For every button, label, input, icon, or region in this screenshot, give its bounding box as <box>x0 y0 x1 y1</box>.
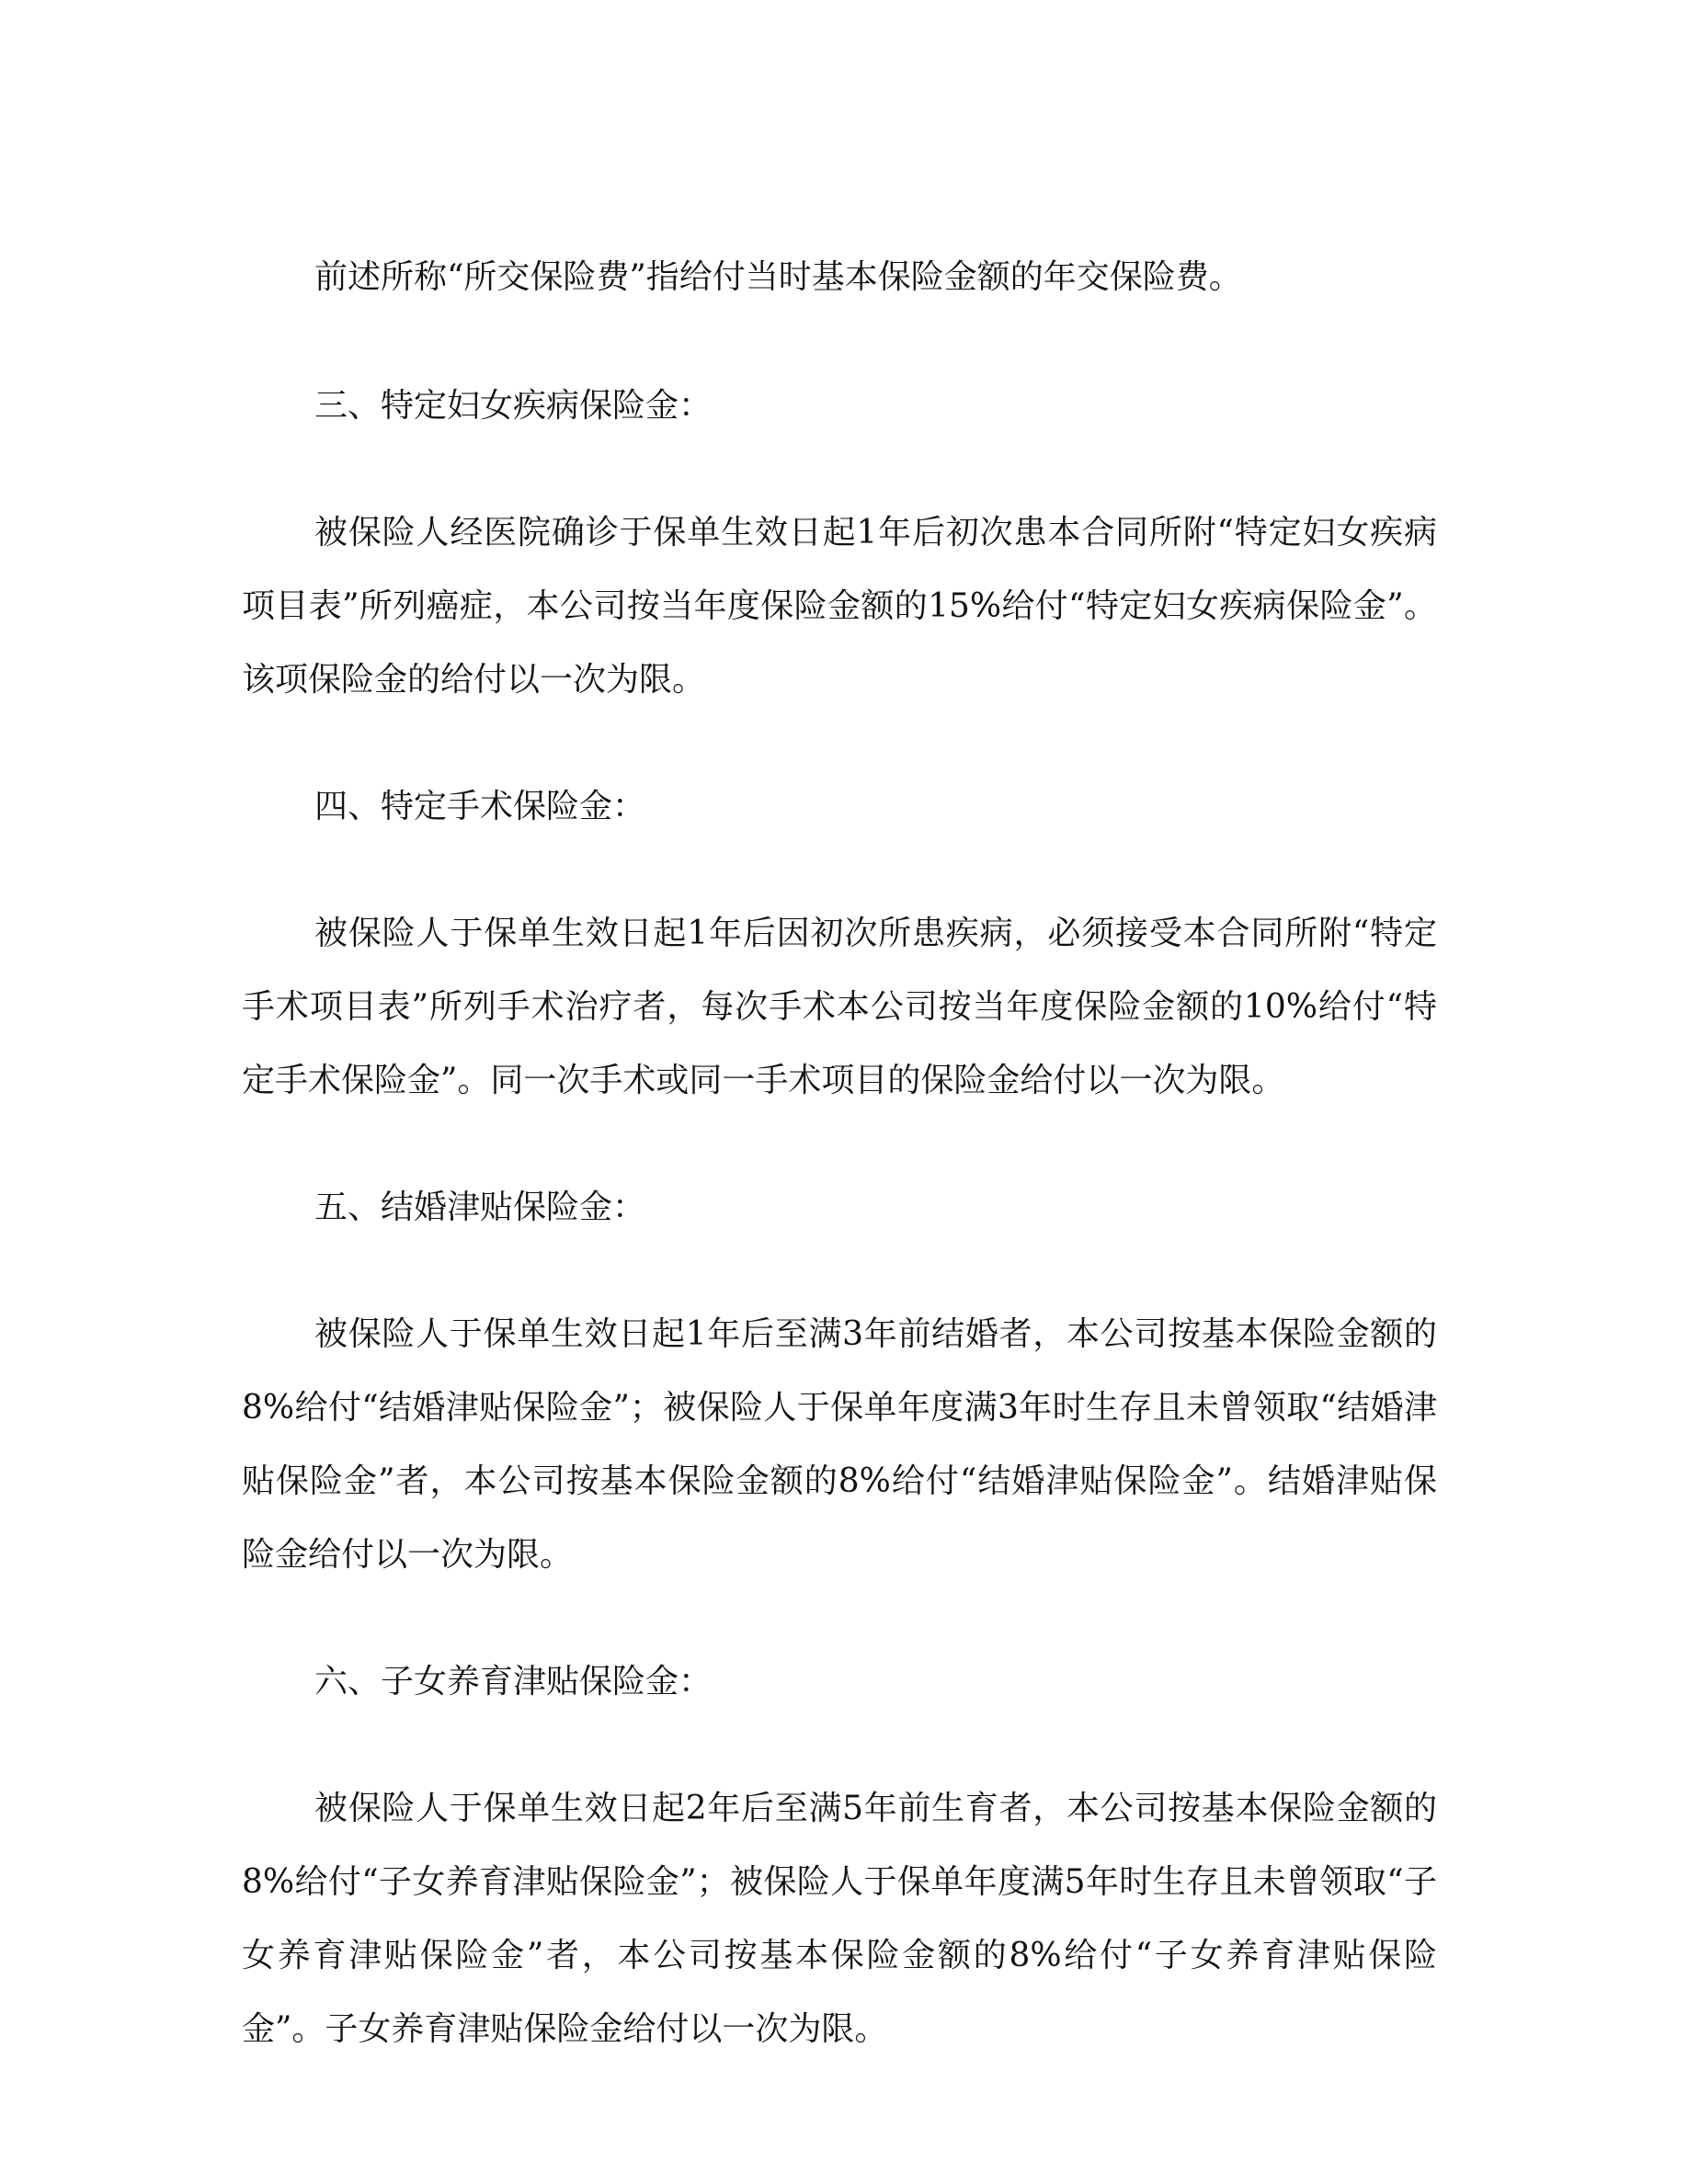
document-page <box>242 241 1437 2066</box>
section-body: 被保险人于保单生效日起1年后因初次所患疾病，必须接受本合同所附“特定手术项目表”所列手术治疗者，每次手术本公司按当年度保险金额的10%给付“特定手术保险金”。同一次手术或同一手术项目的保险金给付以一次为限。 <box>242 915 1437 1099</box>
section-body: 被保险人经医院确诊于保单生效日起1年后初次患本合同所附“特定妇女疾病项目表”所列癌症，本公司按当年度保险金额的15%给付“特定妇女疾病保险金”。该项保险金的给付以一次为限。 <box>242 514 1437 699</box>
section-body: 被保险人于保单生效日起2年后至满5年前生育者，本公司按基本保险金额的8%给付“子女养育津贴保险金”；被保险人于保单年度满5年时生存且未曾领取“子女养育津贴保险金”者，本公司按基本保险金额的8%给付“子女养育津贴保险金”。子女养育津贴保险金给付以一次为限。 <box>242 1790 1437 2048</box>
section-body: 被保险人于保单生效日起1年后至满3年前结婚者，本公司按基本保险金额的8%给付“结婚津贴保险金”；被保险人于保单年度满3年时生存且未曾领取“结婚津贴保险金”者，本公司按基本保险金额的8%给付“结婚津贴保险金”。结婚津贴保险金给付以一次为限。 <box>242 1315 1437 1574</box>
section-heading: 三、特定妇女疾病保险金： <box>314 387 713 425</box>
section-heading: 四、特定手术保险金： <box>314 788 646 825</box>
intro-paragraph: 前述所称“所交保险费”指给付当时基本保险金额的年交保险费。 <box>314 258 1242 296</box>
section-heading: 六、子女养育津贴保险金： <box>314 1663 713 1701</box>
section-heading: 五、结婚津贴保险金： <box>314 1189 646 1226</box>
